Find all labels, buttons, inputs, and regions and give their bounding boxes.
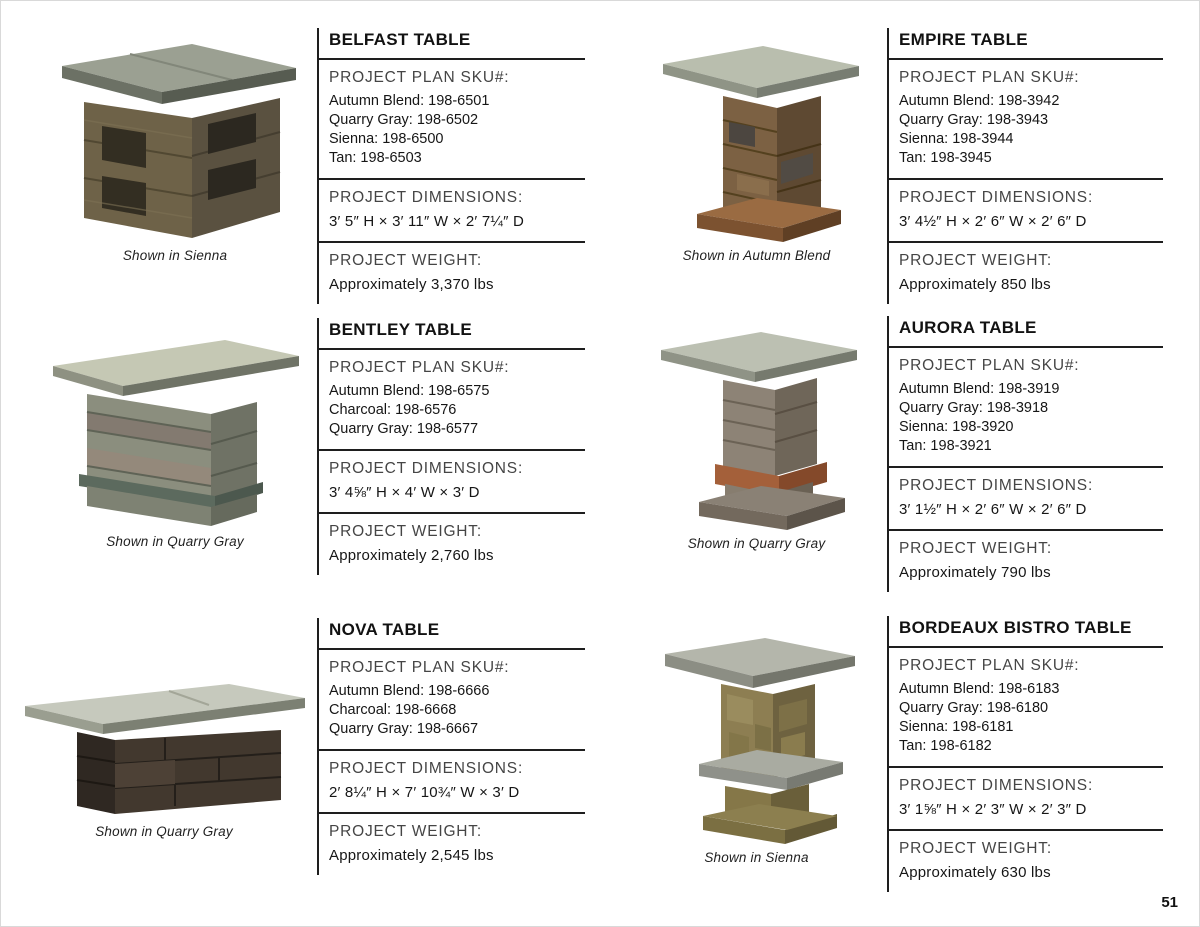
product-figure	[633, 28, 880, 263]
dimensions-value: 2′ 8¼″ H × 7′ 10¾″ W × 3′ D	[329, 784, 520, 801]
weight-value: Approximately 3,370 lbs	[329, 276, 494, 293]
weight-value: Approximately 630 lbs	[899, 864, 1051, 881]
weight-label: PROJECT WEIGHT:	[329, 823, 482, 840]
sku-label: PROJECT PLAN SKU#:	[329, 659, 510, 676]
title-block	[889, 616, 1163, 648]
sku-section	[319, 650, 585, 751]
weight-section	[889, 531, 1163, 592]
sku-label: PROJECT PLAN SKU#:	[329, 359, 510, 376]
dimensions-label: PROJECT DIMENSIONS:	[329, 760, 524, 777]
sku-line: Sienna: 198-3920	[899, 419, 1014, 435]
sku-label: PROJECT PLAN SKU#:	[329, 69, 510, 86]
sku-label: PROJECT PLAN SKU#:	[899, 357, 1080, 374]
product-caption: Shown in Quarry Gray	[95, 824, 233, 839]
info-panel	[887, 616, 1163, 892]
sku-line: Sienna: 198-6181	[899, 719, 1014, 735]
bentley-table-photo	[43, 326, 307, 528]
product-card-empire	[633, 28, 1163, 304]
sku-line: Autumn Blend: 198-3942	[899, 93, 1060, 109]
dimensions-section	[319, 180, 585, 243]
info-panel	[317, 28, 585, 304]
sku-line: Tan: 198-6503	[329, 150, 422, 166]
product-caption: Shown in Sienna	[122, 248, 228, 263]
sku-line: Quarry Gray: 198-6502	[329, 112, 479, 128]
sku-line: Autumn Blend: 198-6575	[329, 383, 490, 399]
weight-label: PROJECT WEIGHT:	[329, 252, 482, 269]
dimensions-label: PROJECT DIMENSIONS:	[329, 189, 524, 206]
sku-line: Quarry Gray: 198-6667	[329, 721, 479, 737]
info-panel	[317, 618, 585, 875]
product-title: AURORA TABLE	[899, 318, 1037, 337]
sku-line: Quarry Gray: 198-3943	[899, 112, 1049, 128]
weight-value: Approximately 790 lbs	[899, 564, 1051, 581]
dimensions-section	[889, 768, 1163, 831]
sku-line: Autumn Blend: 198-3919	[899, 381, 1060, 397]
dimensions-section	[889, 468, 1163, 531]
product-figure	[40, 318, 310, 549]
dimensions-value: 3′ 5″ H × 3′ 11″ W × 2′ 7¼″ D	[329, 213, 524, 230]
weight-value: Approximately 2,545 lbs	[329, 847, 494, 864]
sku-line: Quarry Gray: 198-6577	[329, 421, 479, 437]
page-number: 51	[1161, 894, 1178, 911]
title-block	[889, 316, 1163, 348]
sku-line: Quarry Gray: 198-3918	[899, 400, 1049, 416]
product-title: BELFAST TABLE	[329, 30, 471, 49]
weight-section	[889, 243, 1163, 304]
sku-line: Charcoal: 198-6576	[329, 402, 457, 418]
title-block	[319, 28, 585, 60]
dimensions-value: 3′ 4⅝″ H × 4′ W × 3′ D	[329, 484, 480, 501]
dimensions-section	[319, 751, 585, 814]
weight-value: Approximately 2,760 lbs	[329, 547, 494, 564]
dimensions-value: 3′ 4½″ H × 2′ 6″ W × 2′ 6″ D	[899, 213, 1087, 230]
sku-section	[319, 60, 585, 180]
weight-section	[889, 831, 1163, 892]
dimensions-value: 3′ 1⅝″ H × 2′ 3″ W × 2′ 3″ D	[899, 801, 1087, 818]
aurora-table-photo	[637, 318, 877, 530]
product-caption: Shown in Quarry Gray	[687, 536, 826, 551]
sku-section	[889, 348, 1163, 468]
product-title: BORDEAUX BISTRO TABLE	[899, 618, 1132, 637]
title-block	[319, 618, 585, 650]
sku-section	[889, 60, 1163, 180]
nova-table-photo	[19, 676, 309, 818]
dimensions-label: PROJECT DIMENSIONS:	[899, 477, 1094, 494]
product-caption: Shown in Autumn Blend	[682, 248, 831, 263]
title-block	[319, 318, 585, 350]
info-panel	[887, 28, 1163, 304]
sku-label: PROJECT PLAN SKU#:	[899, 69, 1080, 86]
sku-line: Tan: 198-3921	[899, 438, 992, 454]
bordeaux-bistro-table-photo	[637, 628, 877, 844]
product-caption: Shown in Quarry Gray	[106, 534, 244, 549]
weight-label: PROJECT WEIGHT:	[899, 540, 1052, 557]
product-figure	[40, 28, 310, 263]
sku-line: Charcoal: 198-6668	[329, 702, 457, 718]
weight-label: PROJECT WEIGHT:	[899, 252, 1052, 269]
product-figure	[18, 618, 310, 839]
dimensions-label: PROJECT DIMENSIONS:	[899, 189, 1094, 206]
dimensions-value: 3′ 1½″ H × 2′ 6″ W × 2′ 6″ D	[899, 501, 1087, 518]
sku-section	[889, 648, 1163, 768]
product-card-nova	[18, 618, 585, 875]
weight-section	[319, 514, 585, 575]
sku-line: Autumn Blend: 198-6183	[899, 681, 1060, 697]
sku-line: Tan: 198-3945	[899, 150, 992, 166]
info-panel	[887, 316, 1163, 592]
weight-section	[319, 814, 585, 875]
product-title: EMPIRE TABLE	[899, 30, 1028, 49]
sku-line: Autumn Blend: 198-6501	[329, 93, 490, 109]
product-card-aurora	[633, 316, 1163, 592]
title-block	[889, 28, 1163, 60]
info-panel	[317, 318, 585, 575]
sku-line: Tan: 198-6182	[899, 738, 992, 754]
dimensions-label: PROJECT DIMENSIONS:	[899, 777, 1094, 794]
dimensions-section	[319, 451, 585, 514]
product-card-belfast	[40, 28, 585, 304]
product-card-bentley	[40, 318, 585, 575]
dimensions-section	[889, 180, 1163, 243]
belfast-table-photo	[44, 32, 306, 242]
sku-section	[319, 350, 585, 451]
empire-table-photo	[637, 34, 877, 242]
sku-line: Sienna: 198-6500	[329, 131, 444, 147]
weight-section	[319, 243, 585, 304]
weight-label: PROJECT WEIGHT:	[329, 523, 482, 540]
sku-line: Autumn Blend: 198-6666	[329, 683, 490, 699]
sku-line: Sienna: 198-3944	[899, 131, 1014, 147]
sku-label: PROJECT PLAN SKU#:	[899, 657, 1080, 674]
product-card-bordeaux	[633, 616, 1163, 892]
weight-label: PROJECT WEIGHT:	[899, 840, 1052, 857]
weight-value: Approximately 850 lbs	[899, 276, 1051, 293]
product-figure	[633, 616, 880, 865]
product-title: BENTLEY TABLE	[329, 320, 473, 339]
product-title: NOVA TABLE	[329, 620, 440, 639]
sku-line: Quarry Gray: 198-6180	[899, 700, 1049, 716]
dimensions-label: PROJECT DIMENSIONS:	[329, 460, 524, 477]
product-figure	[633, 316, 880, 551]
product-caption: Shown in Sienna	[704, 850, 809, 865]
